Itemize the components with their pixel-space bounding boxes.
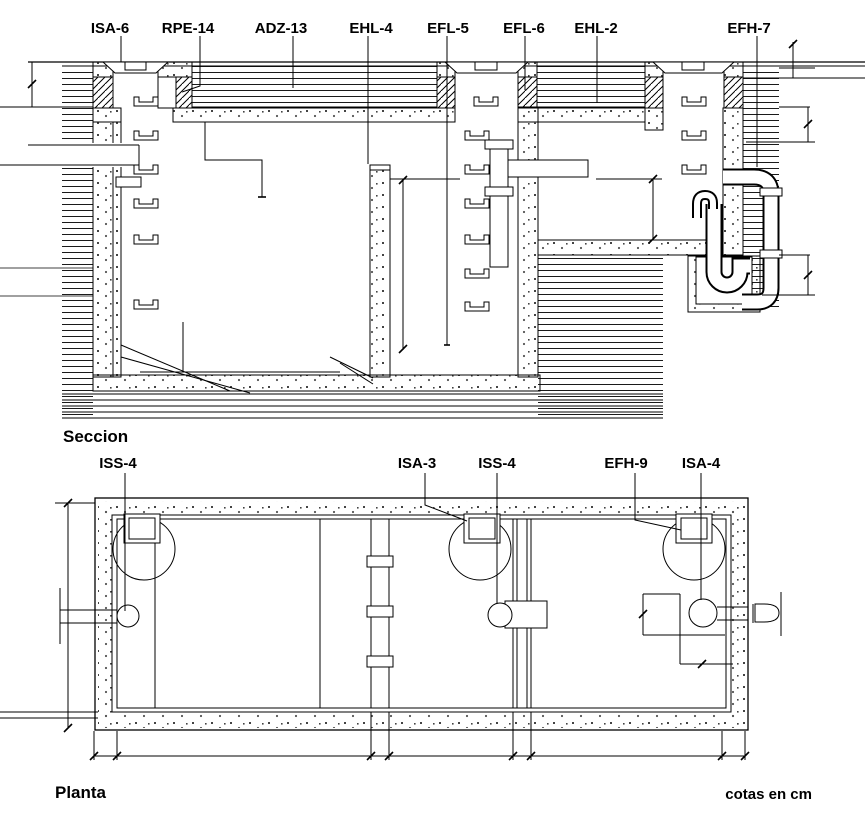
section-labels [91, 20, 771, 37]
ladder-rungs-chamber2 [465, 131, 489, 311]
baffle-wall [370, 165, 390, 377]
units-note: cotas en cm [725, 786, 812, 803]
plan-interior-lines [155, 519, 320, 708]
plan-baffle-wall [367, 519, 393, 708]
label-ehl-4: EHL-4 [349, 20, 393, 37]
plan-leader-lines [125, 473, 701, 611]
manhole-1 [93, 62, 192, 108]
ceiling-slab [93, 108, 663, 130]
chamber3-floor [538, 240, 723, 255]
plan-manhole-circles [113, 518, 725, 580]
rpe-wall [176, 77, 192, 108]
label-adz-13: ADZ-13 [254, 20, 308, 37]
label-ehl-2: EHL-2 [574, 20, 618, 37]
section-view [0, 20, 865, 446]
label-efh-7: EFH-7 [727, 20, 771, 37]
floor-slab [93, 375, 540, 391]
plan-view [0, 455, 781, 802]
manhole-2 [437, 62, 537, 108]
label-isa-3: ISA-3 [397, 455, 437, 472]
label-iss-4-mid: ISS-4 [478, 455, 516, 472]
middle-wall [518, 107, 538, 377]
label-efl-5: EFL-5 [427, 20, 469, 37]
ground-hatch-left [62, 67, 93, 418]
plan-inlet-boxes [124, 514, 712, 543]
top-slab-ehl2 [537, 62, 645, 107]
label-efl-6: EFL-6 [503, 20, 545, 37]
plan-transfer-pipe [488, 601, 547, 628]
plan-outer-walls [95, 498, 748, 730]
section-title: Seccion [63, 427, 129, 446]
ladder-rungs-chamber3 [682, 131, 706, 174]
manhole-3 [645, 62, 743, 108]
label-rpe-14: RPE-14 [161, 20, 215, 37]
plan-title: Planta [55, 783, 107, 802]
top-slab-adz13 [192, 62, 437, 107]
plan-chamber3-dimensions [639, 594, 733, 668]
label-efh-9: EFH-9 [604, 455, 648, 472]
label-iss-4-left: ISS-4 [99, 455, 137, 472]
plan-labels [99, 455, 721, 472]
label-isa-6: ISA-6 [90, 20, 130, 37]
label-isa-4: ISA-4 [681, 455, 721, 472]
